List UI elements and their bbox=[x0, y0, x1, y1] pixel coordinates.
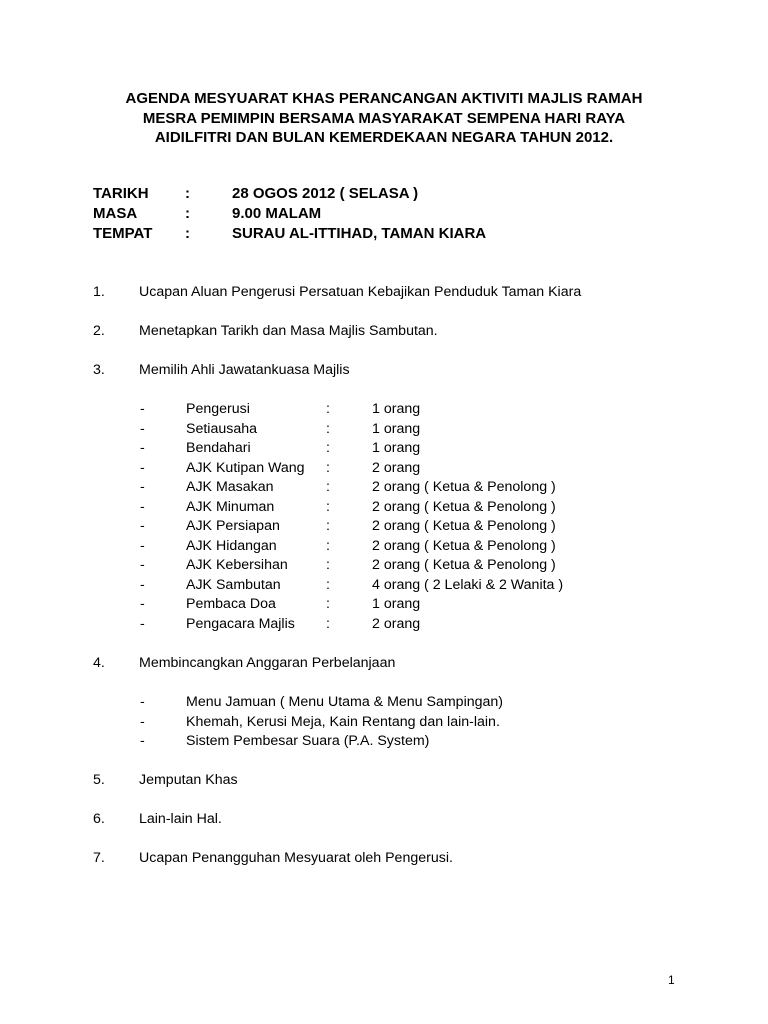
committee-role: AJK Kutipan Wang bbox=[186, 459, 305, 476]
bullet-dash: - bbox=[140, 713, 145, 730]
committee-role: AJK Minuman bbox=[186, 498, 275, 515]
meta-label: MASA bbox=[93, 205, 138, 222]
bullet-dash: - bbox=[140, 537, 145, 554]
item-text: Memilih Ahli Jawatankuasa Majlis bbox=[139, 362, 350, 378]
bullet-dash: - bbox=[140, 733, 145, 749]
committee-qty: 2 orang ( Ketua & Penolong ) bbox=[372, 479, 556, 495]
bullet-dash: - bbox=[140, 694, 145, 710]
committee-colon: : bbox=[326, 459, 330, 476]
committee-role: Bendahari bbox=[186, 440, 251, 456]
item-number: 2. bbox=[93, 323, 105, 339]
item-number: 6. bbox=[93, 811, 105, 827]
meta-colon: : bbox=[185, 205, 190, 222]
committee-role: Setiausaha bbox=[186, 420, 257, 437]
bullet-dash: - bbox=[140, 479, 145, 495]
committee-qty: 2 orang ( Ketua & Penolong ) bbox=[372, 537, 556, 554]
item-text: Ucapan Aluan Pengerusi Persatuan Kebajikan Penduduk Taman Kiara bbox=[139, 284, 582, 300]
item-text: Menetapkan Tarikh dan Masa Majlis Sambutan. bbox=[139, 323, 438, 339]
bullet-dash: - bbox=[140, 498, 145, 515]
committee-role: AJK Kebersihan bbox=[186, 557, 288, 573]
meta-label: TARIKH bbox=[93, 185, 149, 202]
committee-role: AJK Masakan bbox=[186, 479, 274, 495]
budget-text: Khemah, Kerusi Meja, Kain Rentang dan lain-lain. bbox=[186, 713, 500, 730]
title-line: AIDILFITRI DAN BULAN KEMERDEKAAN NEGARA TAHUN 2012. bbox=[154, 129, 614, 146]
committee-role: Pengacara Majlis bbox=[186, 615, 295, 632]
meta-colon: : bbox=[185, 225, 190, 242]
item-text: Membincangkan Anggaran Perbelanjaan bbox=[139, 655, 396, 671]
committee-qty: 2 orang ( Ketua & Penolong ) bbox=[372, 557, 556, 573]
committee-colon: : bbox=[326, 537, 330, 554]
committee-qty: 1 orang bbox=[372, 420, 421, 437]
committee-qty: 1 orang bbox=[372, 596, 421, 612]
item-text: Ucapan Penangguhan Mesyuarat oleh Pengerusi. bbox=[139, 850, 453, 866]
bullet-dash: - bbox=[140, 596, 145, 612]
meta-colon: : bbox=[185, 185, 190, 202]
item-number: 1. bbox=[93, 284, 105, 300]
committee-colon: : bbox=[326, 440, 330, 456]
meta-value: 28 OGOS 2012 ( SELASA ) bbox=[232, 185, 419, 202]
committee-role: AJK Hidangan bbox=[186, 537, 277, 554]
committee-qty: 2 orang ( Ketua & Penolong ) bbox=[372, 498, 556, 515]
committee-colon: : bbox=[326, 401, 330, 417]
committee-qty: 2 orang bbox=[372, 615, 421, 632]
meta-value: SURAU AL-ITTIHAD, TAMAN KIARA bbox=[232, 225, 487, 242]
committee-colon: : bbox=[326, 479, 330, 495]
bullet-dash: - bbox=[140, 615, 145, 632]
committee-colon: : bbox=[326, 518, 330, 534]
title-line: MESRA PEMIMPIN BERSAMA MASYARAKAT SEMPENA HARI RAYA bbox=[142, 109, 626, 127]
item-number: 3. bbox=[93, 362, 105, 378]
committee-qty: 1 orang bbox=[372, 440, 421, 456]
committee-role: AJK Persiapan bbox=[186, 518, 280, 534]
agenda-title bbox=[60, 89, 708, 148]
title-line: AGENDA MESYUARAT KHAS PERANCANGAN AKTIVITI MAJLIS RAMAH bbox=[125, 90, 643, 107]
committee-role: AJK Sambutan bbox=[186, 576, 281, 593]
budget-text: Menu Jamuan ( Menu Utama & Menu Sampingan) bbox=[186, 694, 504, 710]
committee-role: Pembaca Doa bbox=[186, 596, 276, 612]
item-text: Lain-lain Hal. bbox=[139, 811, 222, 827]
committee-colon: : bbox=[326, 420, 330, 437]
item-text: Jemputan Khas bbox=[139, 772, 238, 788]
committee-qty: 4 orang ( 2 Lelaki & 2 Wanita ) bbox=[372, 576, 564, 593]
meta-value: 9.00 MALAM bbox=[232, 205, 322, 222]
item-number: 4. bbox=[93, 655, 105, 671]
committee-colon: : bbox=[326, 557, 330, 573]
item-number: 7. bbox=[93, 850, 105, 866]
bullet-dash: - bbox=[140, 557, 145, 573]
bullet-dash: - bbox=[140, 576, 145, 593]
meta-label: TEMPAT bbox=[93, 225, 153, 242]
page-number: 1 bbox=[668, 973, 675, 987]
bullet-dash: - bbox=[140, 459, 145, 476]
committee-colon: : bbox=[326, 498, 330, 515]
committee-colon: : bbox=[326, 596, 330, 612]
committee-qty: 1 orang bbox=[372, 401, 421, 417]
committee-qty: 2 orang bbox=[372, 459, 421, 476]
bullet-dash: - bbox=[140, 440, 145, 456]
item-number: 5. bbox=[93, 772, 105, 788]
committee-qty: 2 orang ( Ketua & Penolong ) bbox=[372, 518, 556, 534]
budget-text: Sistem Pembesar Suara (P.A. System) bbox=[186, 733, 430, 749]
committee-role: Pengerusi bbox=[186, 401, 250, 417]
committee-colon: : bbox=[326, 615, 330, 632]
committee-colon: : bbox=[326, 576, 330, 593]
bullet-dash: - bbox=[140, 401, 145, 417]
bullet-dash: - bbox=[140, 420, 145, 437]
bullet-dash: - bbox=[140, 518, 145, 534]
